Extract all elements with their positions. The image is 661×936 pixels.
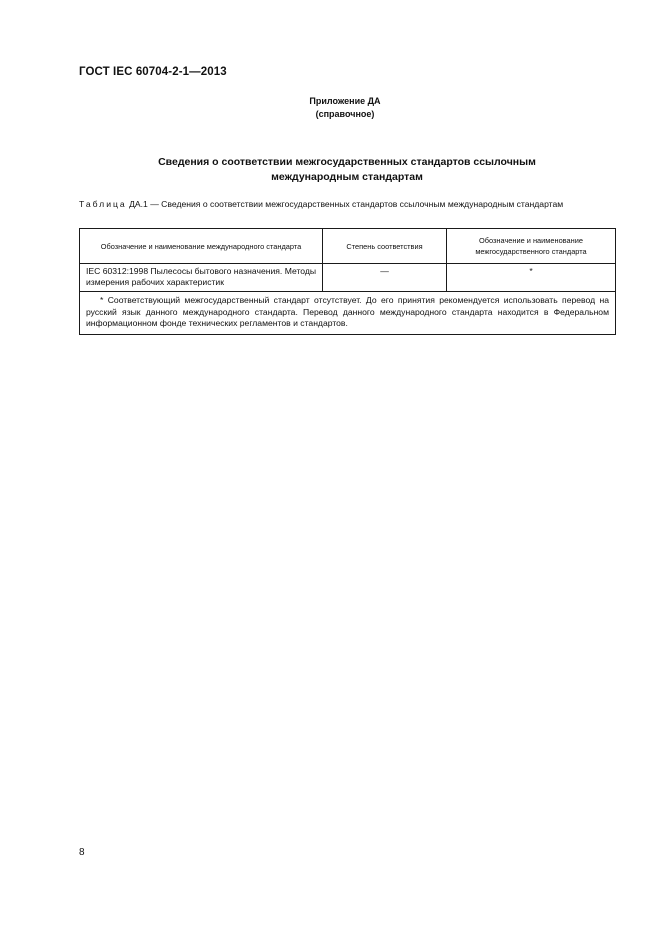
section-title — [79, 155, 615, 185]
cell-international-standard: IEC 60312:1998 Пылесосы бытового назначения. Методы измерения рабочих характеристик — [80, 264, 323, 292]
table-header-row — [80, 229, 616, 264]
appendix-title: Приложение ДА — [309, 96, 381, 106]
table-caption-label: Таблица — [79, 199, 127, 209]
header-degree: Степень соответствия — [323, 229, 447, 264]
section-title-line2: международным стандартам — [271, 171, 423, 183]
document-code: ГОСТ IEC 60704-2-1—2013 — [79, 66, 227, 78]
header-international-standard: Обозначение и наименование международного стандарта — [80, 229, 323, 264]
page-number: 8 — [79, 847, 85, 858]
table-row — [80, 264, 616, 292]
header-interstate-standard: Обозначение и наименование межгосударственного стандарта — [447, 229, 616, 264]
table-caption-text: ДА.1 — Сведения о соответствии межгосударственных стандартов ссылочным международным стандартам — [126, 199, 564, 209]
table-footnote: * Соответствующий межгосударственный стандарт отсутствует. До его принятия рекомендуется использовать перевод на русский язык данного международного стандарта. Перевод данного международного стандарта находится в Федеральном информационном фонде технических регламентов и стандартов. — [80, 292, 616, 335]
section-title-line1: Сведения о соответствии межгосударственных стандартов ссылочным — [158, 156, 536, 168]
appendix-subtitle: (справочное) — [315, 109, 375, 119]
table-footnote-row — [80, 292, 616, 335]
appendix-heading — [0, 95, 661, 121]
cell-interstate-standard: * — [447, 264, 616, 292]
cell-degree: — — [323, 264, 447, 292]
table-caption — [79, 199, 615, 210]
conformity-table — [79, 228, 616, 335]
